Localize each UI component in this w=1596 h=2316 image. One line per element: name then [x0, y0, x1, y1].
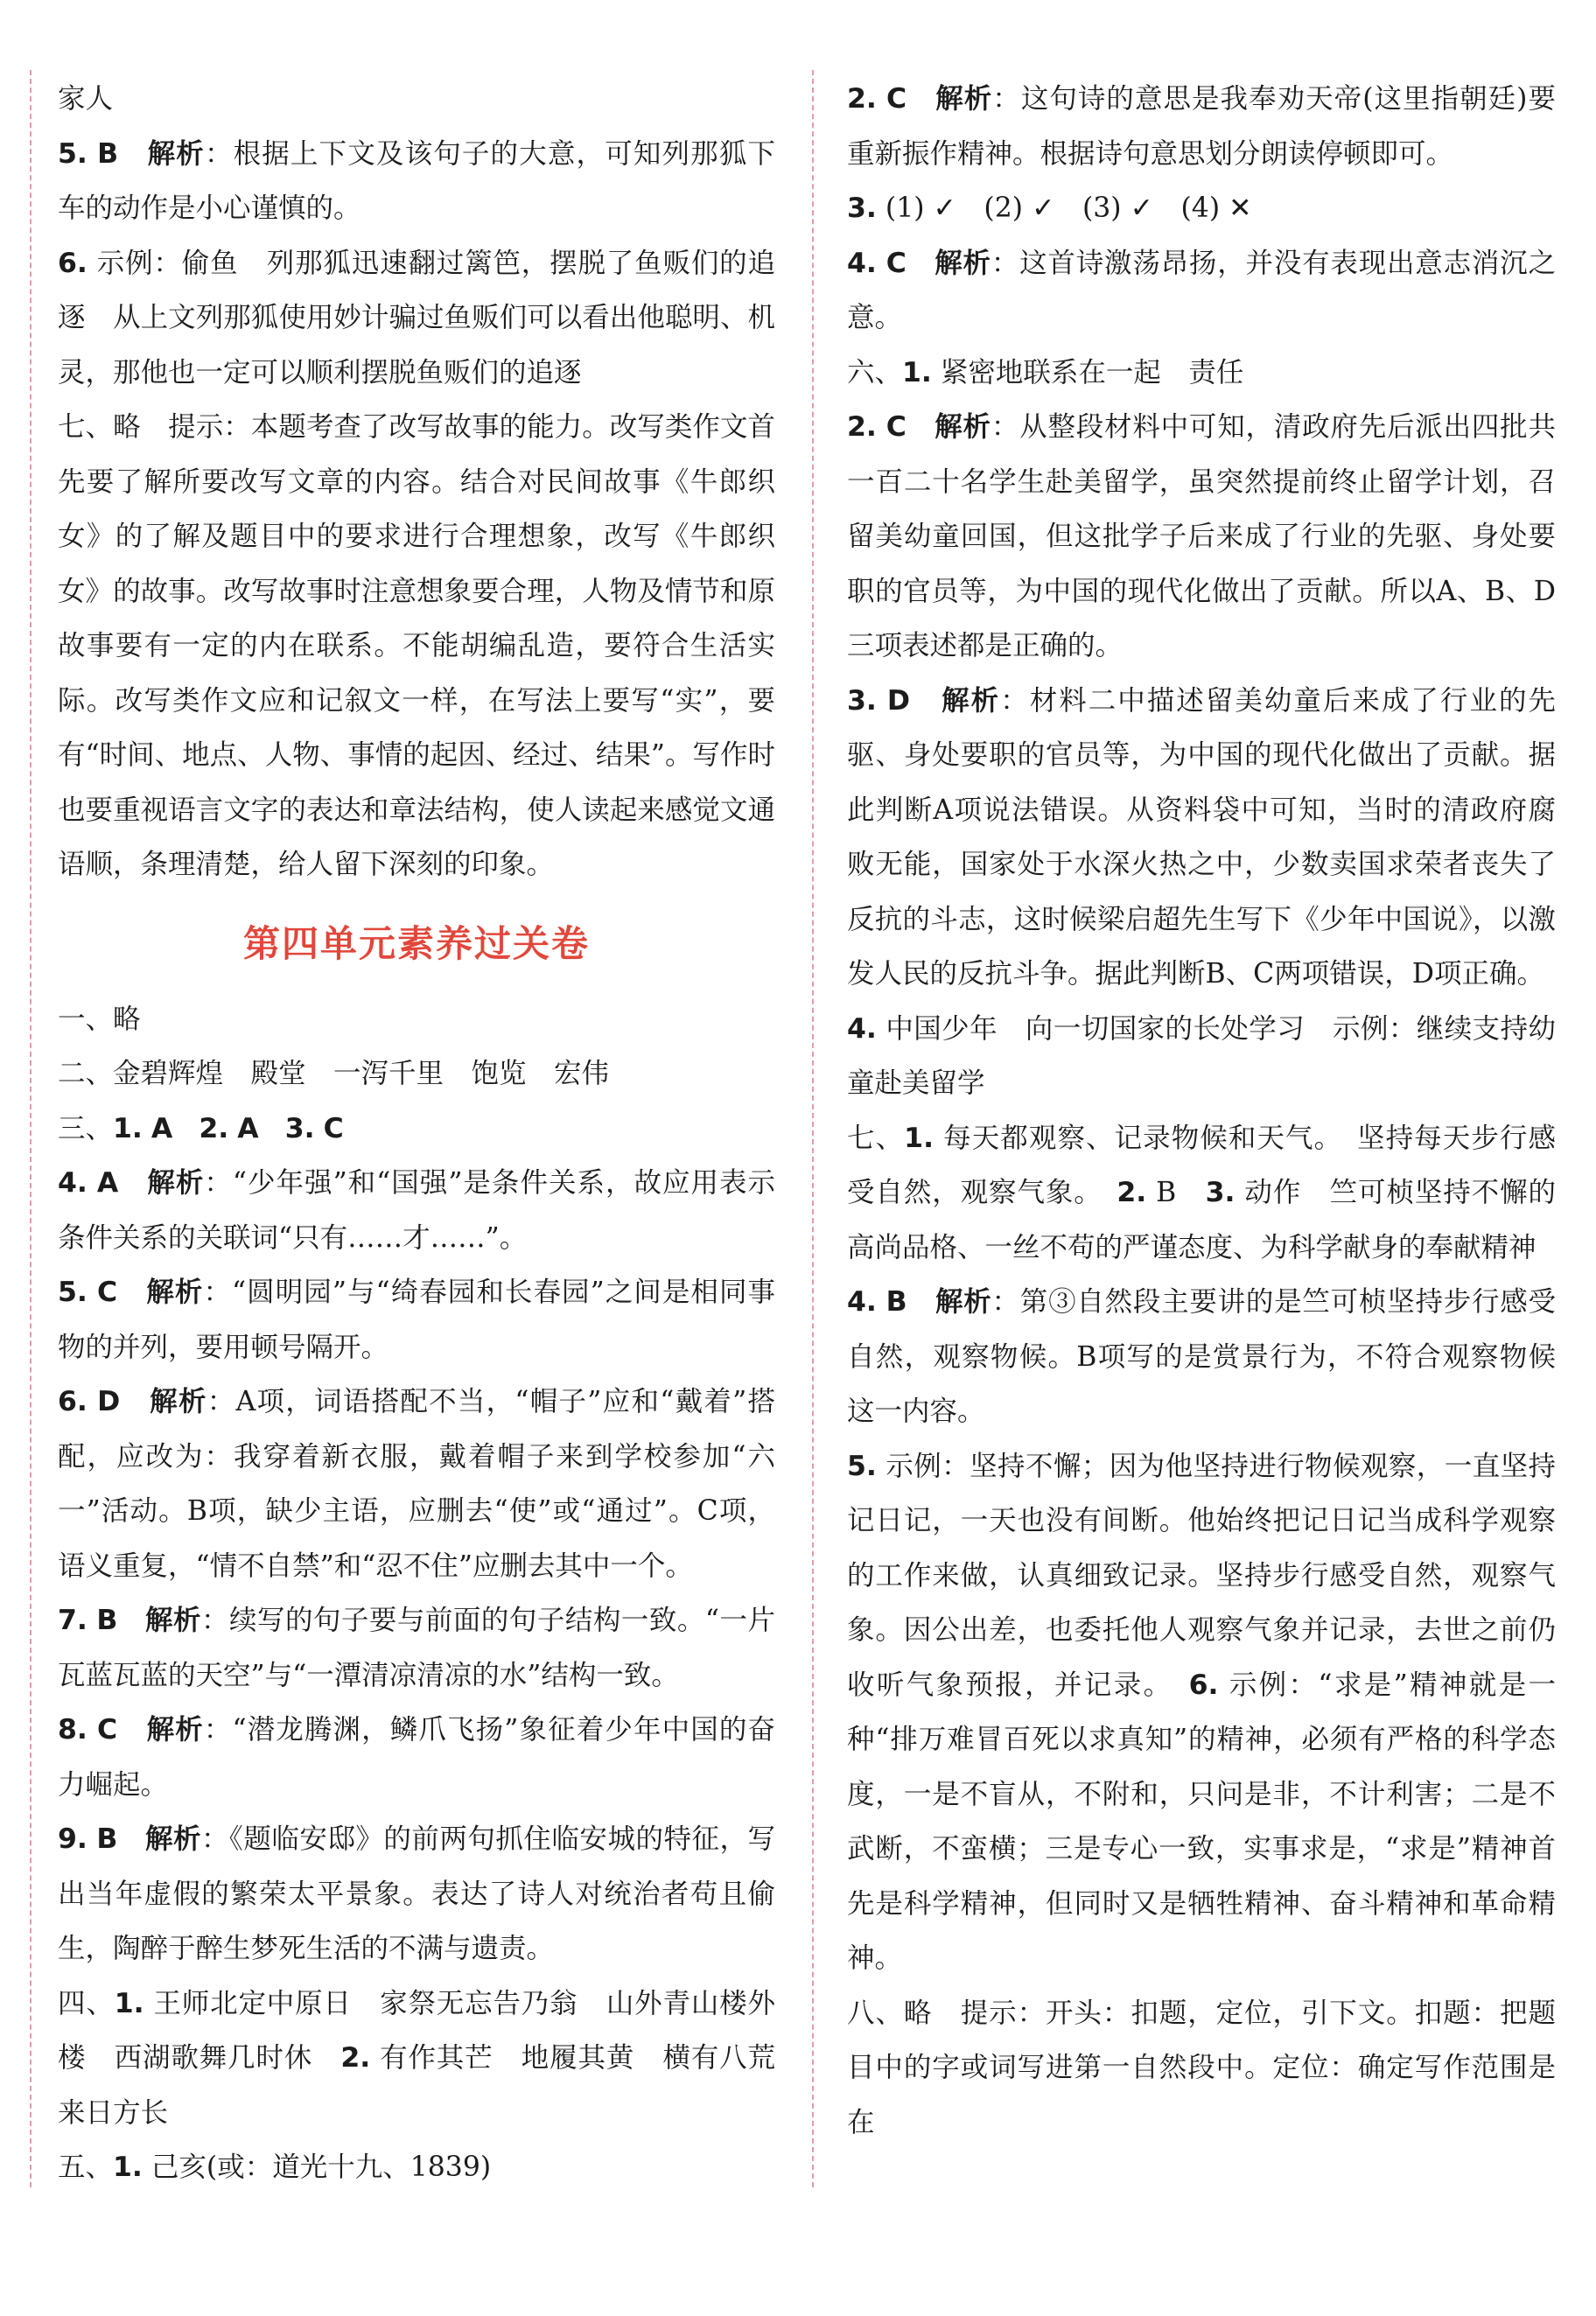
left-margin-rule — [30, 70, 32, 2187]
answer-item: 二、金碧辉煌 殿堂 一泻千里 饱览 宏伟 — [58, 1058, 610, 1089]
answer-item: 七、略 提示：本题考查了改写故事的能力。改写类作文首先要了解所要改写文章的内容。结合对民间故事《牛郎织女》的了解及题目中的要求进行合理想象，改写《牛郎织女》的故事。改写故事时注意想象要合理，人物及情节和原故事要有一定的内在联系。不能胡编乱造，要符合生活实际。改写类作文应和记叙文一样，在写法上要写“实”，要有“时间、地点、人物、事情的起因、经过、结果”。写作时也要重视语言文字的表达和章法结构，使人读起来感觉文通语顺，条理清楚，给人留下深刻的印象。 — [58, 411, 775, 880]
answer-item: 八、略 提示：开头：扣题，定位，引下文。扣题：把题目中的字或词写进第一自然段中。定位：确定写作范围是在 — [847, 1997, 1556, 2138]
answer-item: 4. 中国少年 向一切国家的长处学习 示例：继续支持幼童赴美留学 — [847, 1012, 1556, 1099]
answer-continuation: 家人 — [58, 83, 114, 115]
answer-item: 4. B 解析：第③自然段主要讲的是竺可桢坚持步行感受自然，观察物候。B项写的是赏景行为，不符合观察物候这一内容。 — [847, 1285, 1556, 1427]
answer-item: 8. C 解析：“潜龙腾渊，鳞爪飞扬”象征着少年中国的奋力崛起。 — [58, 1713, 775, 1801]
answer-item: 6. 示例：偷鱼 列那狐迅速翻过篱笆，摆脱了鱼贩们的追逐 从上文列那狐使用妙计骗过鱼贩们可以看出他聪明、机灵，那他也一定可以顺利摆脱鱼贩们的追逐 — [58, 247, 775, 388]
answer-item: 一、略 — [58, 1003, 141, 1035]
answer-item: 七、1. 每天都观察、记录物候和天气。 坚持每天步行感受自然，观察气象。 2. B 3. 动作 竺可桢坚持不懈的高尚品格、一丝不苟的严谨态度、为科学献身的奉献精神 — [847, 1122, 1556, 1263]
answer-item: 三、1. A 2. A 3. C — [58, 1112, 344, 1144]
left-column — [58, 72, 803, 2195]
page-bottom-margin — [0, 2187, 1596, 2316]
right-column — [847, 72, 1556, 2150]
answer-item: 四、1. 王师北定中原日 家祭无忘告乃翁 山外青山楼外楼 西湖歌舞几时休 2. 有作其芒 地履其黄 横有八荒 来日方长 — [58, 1987, 803, 2129]
answer-item: 2. C 解析：这句诗的意思是我奉劝天帝(这里指朝廷)要重新振作精神。根据诗句意思划分朗读停顿即可。 — [847, 82, 1556, 170]
answer-item: 2. C 解析：从整段材料中可知，清政府先后派出四批共一百二十名学生赴美留学，虽突然提前终止留学计划，召留美幼童回国，但这批学子后来成了行业的先驱、身处要职的官员等，为中国的现代化做出了贡献。所以A、B、D三项表述都是正确的。 — [847, 410, 1556, 661]
column-divider — [812, 70, 814, 2187]
section-title: 第四单元素养过关卷 — [242, 921, 590, 965]
answer-item: 3. D 解析：材料二中描述留美幼童后来成了行业的先驱、身处要职的官员等，为中国的现代化做出了贡献。据此判断A项说法错误。从资料袋中可知，当时的清政府腐败无能，国家处于水深火热之中，少数卖国求荣者丧失了反抗的斗志，这时候梁启超先生写下《少年中国说》，以激发人民的反抗斗争。据此判断B、C两项错误，D项正确。 — [847, 683, 1556, 990]
answer-item: 六、1. 紧密地联系在一起 责任 — [847, 356, 1244, 388]
answer-item: 6. D 解析：A项，词语搭配不当，“帽子”应和“戴着”搭配，应改为：我穿着新衣服，戴着帽子来到学校参加“六一”活动。B项，缺少主语，应删去“使”或“通过”。C项，语义重复，“情不自禁”和“忍不住”应删去其中一个。 — [58, 1385, 775, 1582]
answer-item: 4. C 解析：这首诗激荡昂扬，并没有表现出意志消沉之意。 — [847, 246, 1556, 333]
answer-item: 五、1. 己亥(或：道光十九、1839) — [58, 2152, 492, 2183]
answer-item: 7. B 解析：续写的句子要与前面的句子结构一致。“一片瓦蓝瓦蓝的天空”与“一潭清凉清凉的水”结构一致。 — [58, 1604, 775, 1691]
answer-item: 5. C 解析：“圆明园”与“绮春园和长春园”之间是相同事物的并列，要用顿号隔开。 — [58, 1276, 776, 1363]
answer-item: 3. (1) ✓ (2) ✓ (3) ✓ (4) ✕ — [847, 192, 1252, 224]
answer-item: 9. B 解析：《题临安邸》的前两句抓住临安城的特征，写出当年虚假的繁荣太平景象。表达了诗人对统治者苟且偷生，陶醉于醉生梦死生活的不满与遗责。 — [58, 1823, 775, 1964]
answer-item: 5. B 解析：根据上下文及该句子的大意，可知列那狐下车的动作是小心谨慎的。 — [58, 136, 775, 224]
answer-item: 4. A 解析：“少年强”和“国强”是条件关系，故应用表示条件关系的关联词“只有……才……”。 — [58, 1166, 776, 1254]
answer-item: 5. 示例：坚持不懈；因为他坚持进行物候观察，一直坚持记日记，一天也没有间断。他始终把记日记当成科学观察的工作来做，认真细致记录。坚持步行感受自然，观察气象。因公出差，也委托他人观察气象并记录，去世之前仍收听气象预报，并记录。 6. 示例：“求是”精神就是一种“排万难冒百死以求真知”的精神，必须有严格的科学态度，一是不盲从，不附和，只问是非，不计利害；二是不武断，不蛮横；三是专心一致，实事求是，“求是”精神首先是科学精神，但同时又是牺牲精神、奋斗精神和革命精神。 — [847, 1450, 1556, 1974]
